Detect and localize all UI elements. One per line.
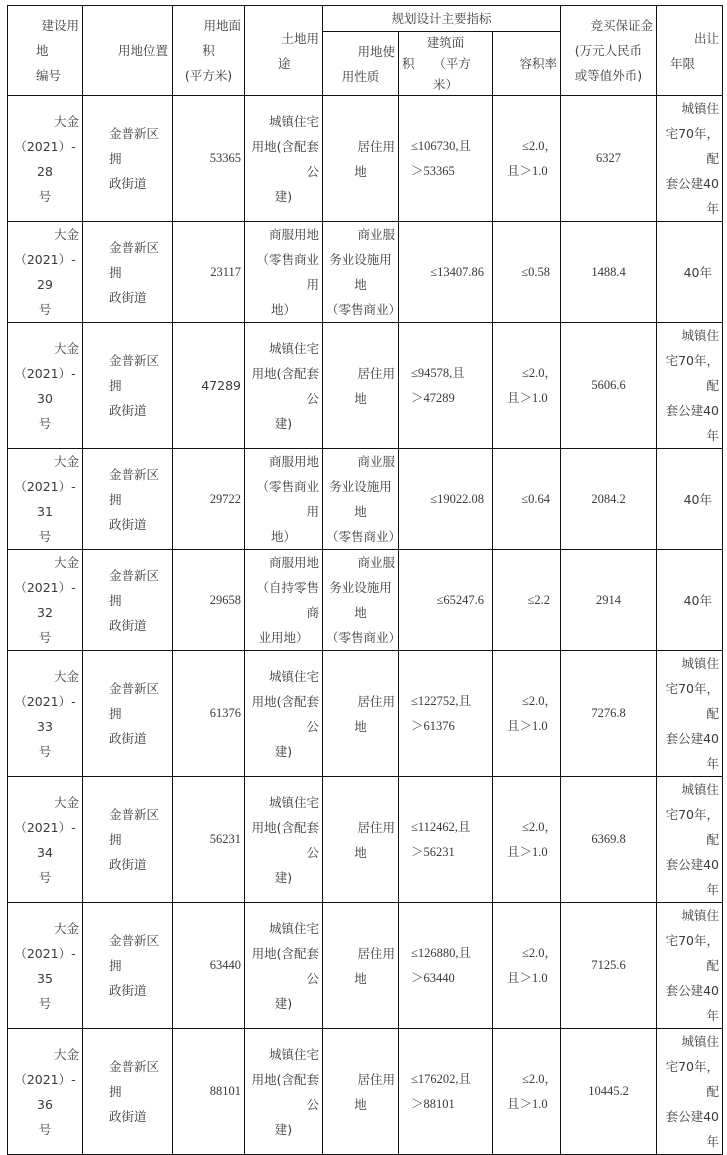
parcel-id-line: 号 xyxy=(38,743,52,759)
table-row xyxy=(8,323,723,449)
term-line: 宅70年，配 xyxy=(665,353,719,393)
far-line: 且＞1.0 xyxy=(507,390,548,405)
table-row xyxy=(8,222,723,323)
table-body xyxy=(8,96,723,1155)
area-value: 53365 xyxy=(209,151,241,165)
land-use-line: 城镇住宅 xyxy=(268,668,319,684)
parcel-id-line: 号 xyxy=(38,302,52,317)
location-line: 政街道 xyxy=(109,983,147,998)
location-cell xyxy=(83,903,173,1029)
property-line: （零售商业） xyxy=(326,302,402,317)
header-text: 用地使 xyxy=(357,43,395,59)
property-line: 务业设施用地 xyxy=(329,580,392,620)
parcel-id-line: 号 xyxy=(38,995,52,1011)
floor-area-line: ≤112462,且 xyxy=(411,819,471,834)
header-text: 竞买保证金 xyxy=(590,18,653,33)
land-use-cell xyxy=(245,1029,323,1155)
term-cell xyxy=(657,651,723,777)
land-use-cell xyxy=(245,96,323,222)
parcel-id-line: （2021）-31 xyxy=(14,479,76,519)
parcel-id-line: 大金 xyxy=(53,668,79,684)
floor-area-cell xyxy=(399,323,493,449)
floor-area-cell xyxy=(399,903,493,1029)
far-line: ≤2.0， xyxy=(522,819,557,834)
area-cell xyxy=(173,903,245,1029)
parcel-id-cell xyxy=(8,1029,83,1155)
floor-area-line: ≤19022.08 xyxy=(430,491,484,506)
header-text: 编号 xyxy=(36,68,62,83)
floor-area-line: ＞56231 xyxy=(411,844,455,859)
header-text: 地 xyxy=(36,43,49,58)
header-text: 用地面 xyxy=(203,18,241,33)
deposit-cell xyxy=(561,651,657,777)
land-use-line: 用地(含配套公 xyxy=(251,138,319,179)
area-value: 29658 xyxy=(209,592,241,607)
land-use-line: 商服用地 xyxy=(268,227,319,242)
deposit-cell xyxy=(561,222,657,323)
term-line: 城镇住 xyxy=(681,1034,719,1049)
header-text: 建筑面 xyxy=(426,35,465,50)
property-line: 商业服 xyxy=(357,555,395,570)
area-cell xyxy=(173,1029,245,1155)
parcel-id-line: （2021）-36 xyxy=(14,1071,76,1112)
land-use-cell xyxy=(245,777,323,903)
term-cell xyxy=(657,777,723,903)
parcel-id-cell xyxy=(8,903,83,1029)
property-line: 地 xyxy=(354,970,367,986)
header-text: 规划设计主要指标 xyxy=(391,11,492,26)
location-cell xyxy=(83,96,173,222)
parcel-id-cell xyxy=(8,550,83,651)
location-line: 金普新区拥 xyxy=(109,681,160,721)
header-text: 积 xyxy=(202,43,215,58)
parcel-id-line: （2021）-32 xyxy=(14,580,76,620)
header-text: 用性质 xyxy=(341,68,380,84)
deposit-cell xyxy=(561,449,657,550)
location-line: 金普新区拥 xyxy=(109,1059,160,1099)
land-use-line: 建) xyxy=(274,1121,293,1137)
parcel-id-line: （2021）-33 xyxy=(14,693,76,734)
deposit-value: 7125.6 xyxy=(591,958,626,972)
far-cell xyxy=(493,550,561,651)
area-cell xyxy=(173,449,245,550)
header-deposit xyxy=(561,6,657,96)
land-use-line: 建) xyxy=(274,415,293,431)
term-line: 套公建40年 xyxy=(665,983,719,1023)
deposit-cell xyxy=(561,550,657,651)
location-line: 金普新区拥 xyxy=(109,807,160,847)
header-text: 米） xyxy=(432,77,458,92)
parcel-id-cell xyxy=(8,96,83,222)
property-line: 地 xyxy=(354,163,367,179)
term-line: 套公建40年 xyxy=(665,857,719,897)
land-use-line: 建) xyxy=(274,188,293,204)
land-use-line: 商服用地 xyxy=(268,454,319,469)
deposit-cell xyxy=(561,777,657,903)
header-text: 途 xyxy=(278,55,291,71)
property-line: 地 xyxy=(354,718,367,734)
parcel-id-line: （2021）-29 xyxy=(14,252,76,292)
area-value: 29722 xyxy=(209,491,241,506)
term-cell xyxy=(657,1029,723,1155)
land-use-line: 城镇住宅 xyxy=(268,920,319,936)
header-text: 积 （平方 xyxy=(402,56,471,71)
parcel-id-line: 大金 xyxy=(53,1046,79,1062)
header-text: 土地用 xyxy=(281,30,319,46)
deposit-value: 5606.6 xyxy=(591,378,626,392)
deposit-value: 10445.2 xyxy=(588,1084,629,1098)
floor-area-line: ≤65247.6 xyxy=(436,592,484,607)
term-line: 套公建40年 xyxy=(665,731,719,771)
location-line: 金普新区拥 xyxy=(109,567,160,608)
parcel-id-line: （2021）-34 xyxy=(14,819,76,860)
floor-area-line: ＞88101 xyxy=(411,1096,455,1111)
land-use-line: （零售商业用 xyxy=(256,479,319,519)
term-cell xyxy=(657,550,723,651)
location-cell xyxy=(83,1029,173,1155)
location-cell xyxy=(83,550,173,651)
far-cell xyxy=(493,222,561,323)
location-line: 金普新区拥 xyxy=(109,933,160,973)
deposit-value: 1488.4 xyxy=(591,264,626,279)
far-line: ≤2.0， xyxy=(522,1071,557,1086)
property-line: 地 xyxy=(354,390,367,406)
parcel-id-cell xyxy=(8,323,83,449)
term-cell xyxy=(657,323,723,449)
header-parcel-id xyxy=(8,6,83,96)
area-cell xyxy=(173,222,245,323)
far-cell xyxy=(493,96,561,222)
floor-area-cell xyxy=(399,550,493,651)
parcel-id-line: （2021）-30 xyxy=(14,365,76,406)
deposit-cell xyxy=(561,323,657,449)
parcel-id-line: 大金 xyxy=(53,920,79,936)
term-line: 城镇住 xyxy=(681,782,719,797)
area-cell xyxy=(173,323,245,449)
parcel-id-line: （2021）-28 xyxy=(14,138,76,179)
area-value: 47289 xyxy=(201,378,241,393)
land-use-cell xyxy=(245,651,323,777)
location-cell xyxy=(83,449,173,550)
area-value: 61376 xyxy=(209,706,241,720)
location-line: 金普新区拥 xyxy=(109,353,160,393)
term-line: 套公建40年 xyxy=(665,176,719,216)
location-line: 政街道 xyxy=(109,617,147,633)
header-text: 年限 xyxy=(670,55,696,71)
far-line: 且＞1.0 xyxy=(507,163,548,178)
property-cell xyxy=(323,96,399,222)
floor-area-line: ≤122752,且 xyxy=(411,693,471,708)
parcel-id-line: 大金 xyxy=(53,794,79,810)
term-line: 城镇住 xyxy=(681,908,719,923)
parcel-id-line: 大金 xyxy=(53,113,79,129)
land-use-line: 用地(含配套公 xyxy=(251,365,319,406)
header-planning-indicators xyxy=(323,6,561,32)
term-line: 宅70年，配 xyxy=(665,681,719,721)
parcel-id-line: 号 xyxy=(38,869,52,885)
floor-area-cell xyxy=(399,222,493,323)
property-line: （零售商业） xyxy=(326,630,402,645)
land-use-line: 地） xyxy=(270,302,296,317)
land-use-line: 业用地） xyxy=(258,630,309,645)
deposit-cell xyxy=(561,1029,657,1155)
floor-area-line: ≤94578,且 xyxy=(411,365,465,380)
property-cell xyxy=(323,1029,399,1155)
far-line: ≤2.0， xyxy=(522,693,557,708)
header-text: 建设用 xyxy=(41,18,79,33)
header-land-use xyxy=(245,6,323,96)
land-use-line: 用地(含配套公 xyxy=(251,693,319,734)
header-text: 容积率 xyxy=(519,56,557,71)
property-line: 居住用 xyxy=(357,693,395,709)
parcel-id-cell xyxy=(8,222,83,323)
floor-area-line: ≤176202,且 xyxy=(411,1071,471,1086)
land-use-line: 地） xyxy=(270,529,296,544)
deposit-value: 6369.8 xyxy=(591,832,626,846)
deposit-value: 2914 xyxy=(596,592,621,607)
property-cell xyxy=(323,651,399,777)
location-cell xyxy=(83,777,173,903)
far-cell xyxy=(493,449,561,550)
property-cell xyxy=(323,903,399,1029)
parcel-id-line: 号 xyxy=(38,188,52,204)
property-cell xyxy=(323,777,399,903)
parcel-id-line: 号 xyxy=(38,1121,52,1137)
deposit-value: 2084.2 xyxy=(591,491,626,506)
term-cell xyxy=(657,222,723,323)
parcel-id-line: 大金 xyxy=(53,227,79,242)
far-line: ≤0.64 xyxy=(521,491,550,506)
area-value: 56231 xyxy=(209,832,241,846)
parcel-id-cell xyxy=(8,449,83,550)
location-line: 金普新区拥 xyxy=(109,239,160,280)
term-cell xyxy=(657,96,723,222)
header-text: 出让 xyxy=(693,30,719,46)
table-row xyxy=(8,903,723,1029)
property-line: （零售商业） xyxy=(326,529,402,544)
term-line: 宅70年，配 xyxy=(665,1059,719,1099)
floor-area-cell xyxy=(399,651,493,777)
header-property xyxy=(323,32,399,96)
far-cell xyxy=(493,323,561,449)
property-line: 居住用 xyxy=(357,138,395,154)
land-use-line: 建) xyxy=(274,995,293,1011)
area-value: 23117 xyxy=(210,264,241,279)
table-row xyxy=(8,1029,723,1155)
deposit-value: 7276.8 xyxy=(591,706,626,720)
far-line: ≤0.58 xyxy=(521,264,550,279)
property-line: 务业设施用地 xyxy=(329,479,392,519)
property-line: 居住用 xyxy=(357,1071,395,1087)
term-cell xyxy=(657,903,723,1029)
floor-area-line: ≤126880,且 xyxy=(411,945,471,960)
property-line: 商业服 xyxy=(357,454,395,469)
location-line: 政街道 xyxy=(109,857,147,872)
property-cell xyxy=(323,449,402,550)
header-text: 或等值外币) xyxy=(574,68,643,83)
header-far xyxy=(493,32,561,96)
term-line: 城镇住 xyxy=(681,101,719,116)
floor-area-cell xyxy=(399,449,493,550)
header-term xyxy=(657,6,723,96)
floor-area-cell xyxy=(399,96,493,222)
far-cell xyxy=(493,903,561,1029)
parcel-id-cell xyxy=(8,651,83,777)
land-use-line: 用地(含配套公 xyxy=(251,945,319,986)
location-line: 金普新区拥 xyxy=(109,466,160,507)
far-line: ≤2.2 xyxy=(527,592,550,607)
far-line: ≤2.0， xyxy=(522,945,557,960)
property-line: 居住用 xyxy=(357,945,395,961)
far-line: 且＞1.0 xyxy=(507,844,548,859)
property-cell xyxy=(323,323,399,449)
land-use-line: 用地(含配套公 xyxy=(251,1071,319,1112)
location-line: 政街道 xyxy=(109,289,147,305)
table-row xyxy=(8,777,723,903)
parcel-id-line: 大金 xyxy=(53,555,79,570)
far-cell xyxy=(493,1029,561,1155)
far-line: ≤2.0， xyxy=(522,365,557,380)
land-use-line: 城镇住宅 xyxy=(268,1046,319,1062)
term-cell xyxy=(657,449,723,550)
parcel-id-line: （2021）-35 xyxy=(14,945,76,986)
property-line: 居住用 xyxy=(357,819,395,835)
land-use-cell xyxy=(245,323,323,449)
area-cell xyxy=(173,550,245,651)
land-use-line: 用地(含配套公 xyxy=(251,819,319,860)
land-use-cell xyxy=(245,222,323,323)
floor-area-line: ≤13407.86 xyxy=(430,264,484,279)
term-line: 40年 xyxy=(683,264,712,280)
far-line: 且＞1.0 xyxy=(507,970,548,985)
parcel-id-line: 大金 xyxy=(53,340,79,356)
far-line: ≤2.0， xyxy=(522,138,557,153)
land-parcel-table xyxy=(7,5,723,1155)
land-use-line: 城镇住宅 xyxy=(268,113,319,129)
far-cell xyxy=(493,777,561,903)
header-text: 用地位置 xyxy=(117,43,168,58)
term-line: 套公建40年 xyxy=(665,1109,719,1149)
floor-area-line: ≤106730,且 xyxy=(411,138,471,153)
floor-area-line: ＞53365 xyxy=(411,163,455,178)
deposit-cell xyxy=(561,96,657,222)
deposit-value: 6327 xyxy=(596,151,621,165)
area-value: 63440 xyxy=(209,958,241,972)
property-line: 商业服 xyxy=(357,227,395,242)
term-line: 套公建40年 xyxy=(665,403,719,443)
term-line: 城镇住 xyxy=(681,656,719,671)
property-line: 地 xyxy=(354,844,367,860)
land-use-cell xyxy=(245,449,323,550)
floor-area-line: ＞47289 xyxy=(411,390,455,405)
term-line: 城镇住 xyxy=(681,328,719,343)
property-cell xyxy=(323,550,402,651)
term-line: 40年 xyxy=(683,592,712,608)
header-area xyxy=(173,6,245,96)
table-row xyxy=(8,449,723,550)
deposit-cell xyxy=(561,903,657,1029)
term-line: 宅70年，配 xyxy=(665,933,719,973)
table-row xyxy=(8,96,723,222)
property-line: 居住用 xyxy=(357,365,395,381)
term-line: 宅70年，配 xyxy=(665,126,719,166)
parcel-id-line: 号 xyxy=(38,415,52,431)
far-line: 且＞1.0 xyxy=(507,1096,548,1111)
property-line: 务业设施用地 xyxy=(329,252,392,292)
floor-area-cell xyxy=(399,777,493,903)
term-line: 40年 xyxy=(683,491,712,507)
land-use-line: 建) xyxy=(274,743,293,759)
property-line: 地 xyxy=(354,1096,367,1112)
floor-area-cell xyxy=(399,1029,493,1155)
land-use-line: 商服用地 xyxy=(268,555,319,570)
land-use-line: 建) xyxy=(274,869,293,885)
area-value: 88101 xyxy=(209,1084,241,1098)
header-location xyxy=(83,6,173,96)
location-line: 政街道 xyxy=(109,516,147,532)
parcel-id-cell xyxy=(8,777,83,903)
header-text: (万元人民币 xyxy=(574,43,643,58)
floor-area-line: ＞61376 xyxy=(411,718,455,733)
area-cell xyxy=(173,96,245,222)
area-cell xyxy=(173,777,245,903)
far-cell xyxy=(493,651,561,777)
area-cell xyxy=(173,651,245,777)
table-row xyxy=(8,651,723,777)
far-line: 且＞1.0 xyxy=(507,718,548,733)
land-use-cell xyxy=(245,550,323,651)
location-cell xyxy=(83,323,173,449)
location-line: 政街道 xyxy=(109,176,147,191)
location-cell xyxy=(83,651,173,777)
header-text: (平方米) xyxy=(184,68,233,83)
location-line: 金普新区拥 xyxy=(109,126,160,166)
parcel-id-line: 号 xyxy=(38,529,52,544)
table-row xyxy=(8,550,723,651)
location-cell xyxy=(83,222,173,323)
location-line: 政街道 xyxy=(109,1109,147,1124)
header-floor-area xyxy=(399,32,493,96)
location-line: 政街道 xyxy=(109,403,147,418)
parcel-id-line: 大金 xyxy=(53,454,79,469)
location-line: 政街道 xyxy=(109,731,147,746)
floor-area-line: ＞63440 xyxy=(411,970,455,985)
land-use-cell xyxy=(245,903,323,1029)
land-use-line: （零售商业用 xyxy=(256,252,319,292)
parcel-id-line: 号 xyxy=(38,630,52,645)
property-cell xyxy=(323,222,402,323)
term-line: 宅70年，配 xyxy=(665,807,719,847)
table-header xyxy=(8,6,723,96)
land-use-line: 城镇住宅 xyxy=(268,794,319,810)
land-use-line: （自持零售商 xyxy=(256,580,319,620)
land-use-line: 城镇住宅 xyxy=(268,340,319,356)
